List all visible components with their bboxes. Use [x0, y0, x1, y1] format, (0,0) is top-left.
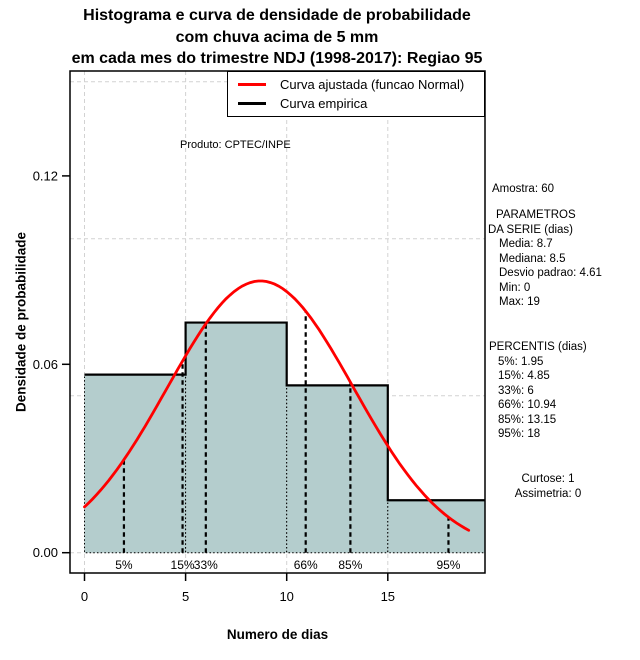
stat-percentile-15: 15%: 4.85	[498, 370, 550, 382]
x-axis-label: Numero de dias	[226, 627, 329, 642]
y-tick-label: 0.06	[32, 356, 58, 372]
legend-label-empirical: Curva empirica	[280, 96, 368, 111]
percentile-label: 33%	[193, 558, 218, 572]
percentile-label: 66%	[293, 558, 318, 572]
y-tick-label: 0.00	[32, 545, 58, 561]
percentile-label: 85%	[338, 558, 363, 572]
y-axis-label: Densidade de probabilidade	[13, 231, 29, 413]
stat-percentile-5: 5%: 1.95	[498, 355, 544, 368]
legend-line-sample-black	[238, 102, 266, 105]
x-tick-label: 10	[279, 589, 294, 604]
histogram-bar	[287, 385, 388, 552]
stat-percentile-66: 66%: 10.94	[498, 399, 557, 411]
stat-skewness: Assimetria: 0	[514, 487, 582, 500]
legend-line-sample-red	[238, 83, 266, 86]
x-tick-label: 5	[181, 589, 190, 604]
stat-percentile-33: 33%: 6	[498, 384, 534, 397]
percentile-label: 15%	[170, 558, 195, 572]
stat-percentile-85: 85%: 13.15	[498, 413, 557, 426]
y-tick-label: 0.12	[32, 168, 58, 184]
stat-median: Mediana: 8.5	[499, 252, 566, 265]
stat-max: Max: 19	[499, 296, 540, 308]
legend-row-empirical	[228, 96, 484, 112]
chart-title-line2: com chuva acima de 5 mm	[175, 28, 379, 46]
x-tick-label: 0	[80, 589, 89, 604]
legend-row-fitted	[228, 77, 484, 93]
stat-params-header1: PARAMETROS	[496, 209, 576, 221]
histogram-bar	[186, 323, 287, 553]
stat-params-header2: DA SERIE (dias)	[488, 223, 573, 236]
chart-title-line3: em cada mes do trimestre NDJ (1998-2017): Regiao 95	[71, 50, 483, 67]
chart-title	[40, 5, 514, 70]
stat-min: Min: 0	[499, 281, 531, 294]
stat-sample-size: Amostra: 60	[492, 183, 554, 195]
x-tick-label: 15	[380, 589, 396, 604]
legend-label-fitted: Curva ajustada (funcao Normal)	[280, 77, 465, 92]
stat-mean: Media: 8.7	[499, 238, 553, 250]
percentile-label: 95%	[436, 558, 461, 572]
chart-title-line1: Histograma e curva de densidade de probabilidade	[83, 7, 471, 24]
stat-percentiles-header: PERCENTIS (dias)	[489, 341, 587, 353]
histogram-bar	[85, 375, 186, 553]
stat-stddev: Desvio padrao: 4.61	[499, 267, 602, 279]
legend-box	[227, 71, 485, 117]
percentile-label: 5%	[115, 558, 133, 572]
stat-kurtosis: Curtose: 1	[521, 473, 575, 485]
watermark-label: Produto: CPTEC/INPE	[180, 139, 291, 151]
stat-percentile-95: 95%: 18	[498, 428, 541, 440]
